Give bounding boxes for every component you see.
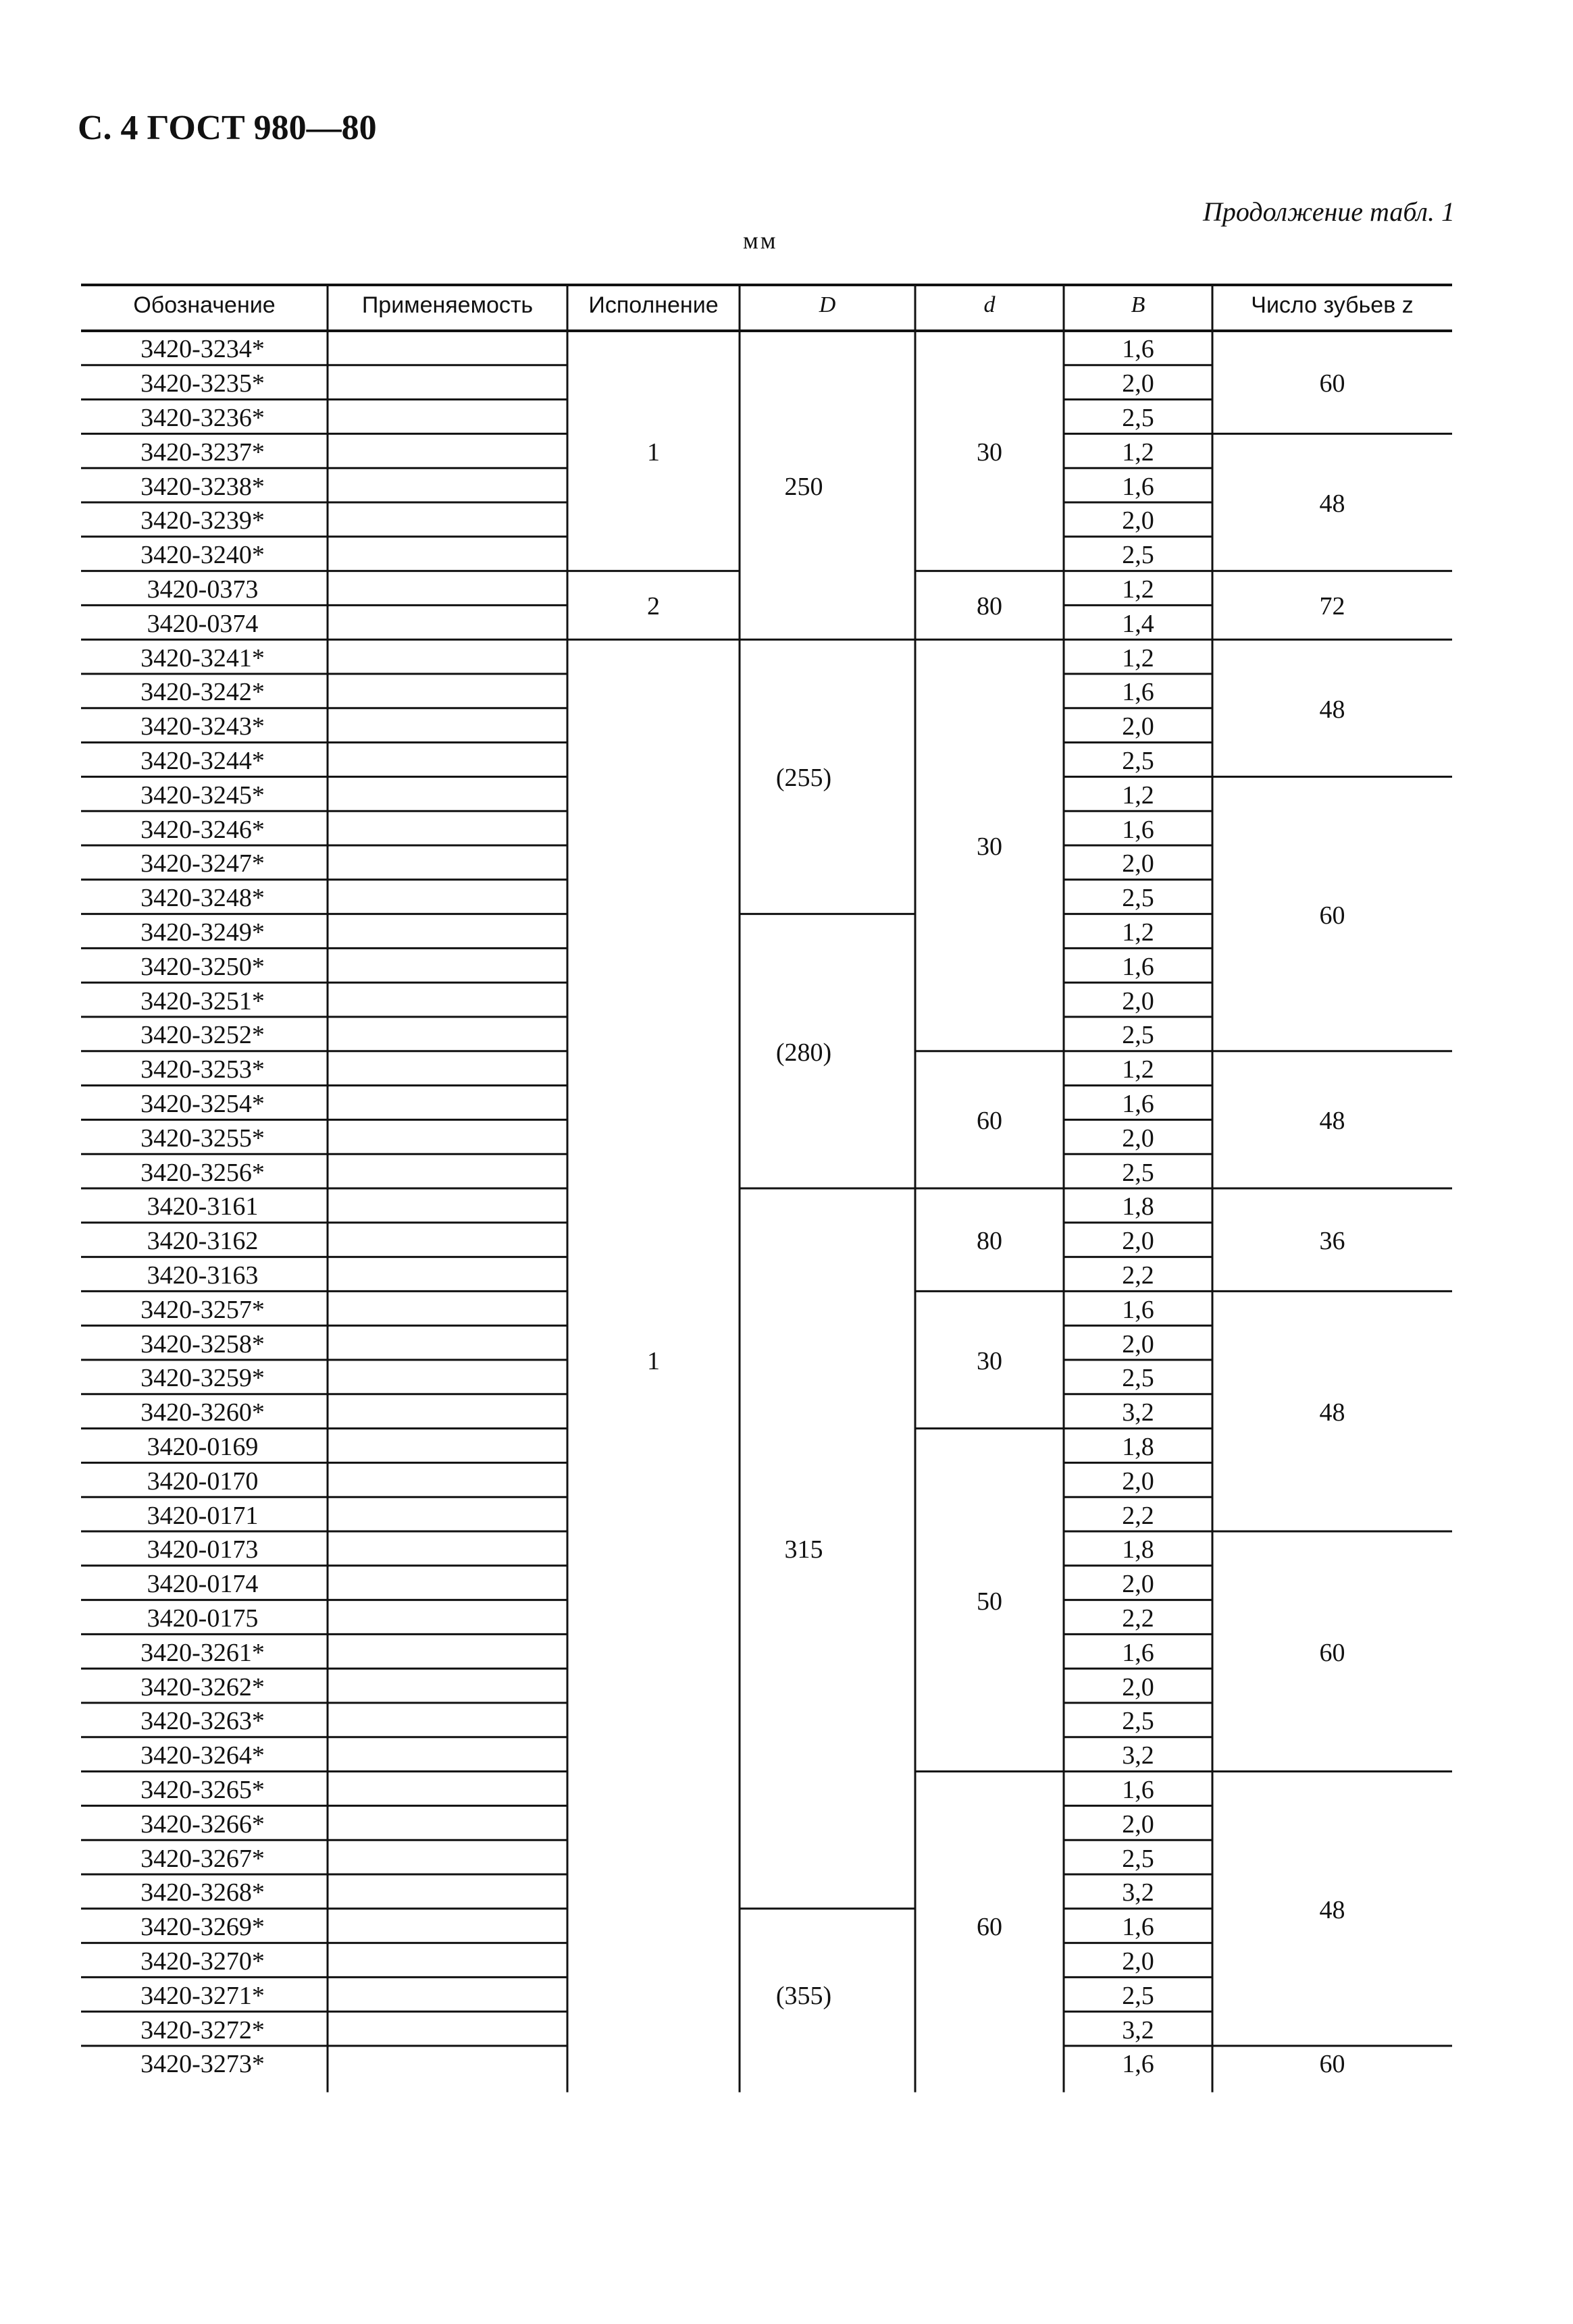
designation-cell: 3420-3265* (140, 1776, 265, 1804)
designation-cell: 3420-3243* (140, 712, 265, 741)
B-cell: 2,5 (1122, 1981, 1154, 2010)
d-cell: 50 (977, 1587, 1002, 1616)
D-cell: (280) (775, 1038, 832, 1067)
B-cell: 1,6 (1122, 678, 1154, 707)
B-cell: 1,8 (1122, 1433, 1154, 1461)
designation-cell: 3420-3239* (140, 506, 265, 535)
header-d: d (983, 292, 996, 317)
d-cell: 80 (977, 1227, 1002, 1256)
B-cell: 2,0 (1122, 1672, 1154, 1701)
B-cell: 1,6 (1122, 1776, 1154, 1804)
designation-cell: 3420-3262* (140, 1672, 265, 1701)
designation-cell: 3420-3235* (140, 369, 265, 398)
B-cell: 2,0 (1122, 1227, 1154, 1256)
B-cell: 1,6 (1122, 1090, 1154, 1118)
designation-cell: 3420-0173 (147, 1535, 259, 1564)
designation-cell: 3420-3250* (140, 952, 265, 981)
D-cell: 315 (784, 1535, 823, 1564)
designation-cell: 3420-3259* (140, 1364, 265, 1393)
B-cell: 1,2 (1122, 643, 1154, 672)
designation-cell: 3420-0373 (147, 575, 259, 604)
teeth-count-cell: 48 (1319, 1107, 1345, 1136)
D-cell: (355) (775, 1981, 832, 2010)
designation-cell: 3420-3161 (147, 1192, 259, 1221)
B-cell: 2,5 (1122, 541, 1154, 570)
B-cell: 1,6 (1122, 1638, 1154, 1667)
B-cell: 2,5 (1122, 1364, 1154, 1393)
designation-cell: 3420-3270* (140, 1947, 265, 1976)
d-cell: 80 (977, 592, 1002, 621)
B-cell: 1,6 (1122, 952, 1154, 981)
B-cell: 2,2 (1122, 1501, 1154, 1530)
B-cell: 1,6 (1122, 2050, 1154, 2079)
designation-cell: 3420-3260* (140, 1398, 265, 1427)
B-cell: 2,0 (1122, 506, 1154, 535)
designation-cell: 3420-3257* (140, 1295, 265, 1324)
designation-cell: 3420-3246* (140, 815, 265, 844)
B-cell: 1,4 (1122, 609, 1154, 638)
designation-cell: 3420-3240* (140, 541, 265, 570)
designation-cell: 3420-3267* (140, 1844, 265, 1873)
B-cell: 2,0 (1122, 986, 1154, 1015)
designation-cell: 3420-3242* (140, 678, 265, 707)
designation-cell: 3420-3237* (140, 438, 265, 467)
B-cell: 1,2 (1122, 1055, 1154, 1084)
version-cell: 2 (647, 592, 660, 621)
B-cell: 2,0 (1122, 369, 1154, 398)
designation-cell: 3420-3258* (140, 1329, 265, 1358)
teeth-count-cell: 48 (1319, 490, 1345, 518)
B-cell: 2,0 (1122, 849, 1154, 878)
header-designation: Обозначение (133, 292, 276, 318)
teeth-count-cell: 72 (1319, 592, 1345, 621)
B-cell: 2,0 (1122, 1570, 1154, 1599)
designation-cell: 3420-3248* (140, 884, 265, 913)
d-cell: 30 (977, 438, 1002, 467)
B-cell: 3,2 (1122, 1398, 1154, 1427)
B-cell: 1,6 (1122, 1295, 1154, 1324)
B-cell: 1,6 (1122, 1913, 1154, 1942)
D-cell: (255) (775, 764, 832, 793)
units-label: мм (743, 227, 778, 254)
header-D: D (819, 292, 836, 317)
designation-cell: 3420-3271* (140, 1981, 265, 2010)
designation-cell: 3420-0170 (147, 1467, 259, 1496)
B-cell: 2,0 (1122, 712, 1154, 741)
B-cell: 2,2 (1122, 1261, 1154, 1290)
B-cell: 2,5 (1122, 404, 1154, 432)
table-continuation-label: Продолжение табл. 1 (1202, 196, 1455, 227)
header-teeth-count: Число зубьев z (1251, 292, 1414, 318)
designation-cell: 3420-0374 (147, 609, 259, 638)
B-cell: 2,0 (1122, 1467, 1154, 1496)
designation-cell: 3420-3249* (140, 918, 265, 947)
B-cell: 1,6 (1122, 335, 1154, 364)
B-cell: 3,2 (1122, 2015, 1154, 2044)
B-cell: 1,2 (1122, 438, 1154, 467)
teeth-count-cell: 60 (1319, 901, 1345, 930)
designation-cell: 3420-3241* (140, 643, 265, 672)
designation-cell: 3420-3245* (140, 781, 265, 810)
designation-cell: 3420-3252* (140, 1021, 265, 1050)
teeth-count-cell: 36 (1319, 1227, 1345, 1256)
D-cell: 250 (784, 472, 823, 501)
teeth-count-cell: 48 (1319, 1895, 1345, 1924)
d-cell: 60 (977, 1107, 1002, 1136)
B-cell: 2,5 (1122, 1021, 1154, 1050)
designation-cell: 3420-3236* (140, 404, 265, 432)
designation-cell: 3420-3162 (147, 1227, 259, 1256)
designation-cell: 3420-3266* (140, 1810, 265, 1839)
B-cell: 2,5 (1122, 1844, 1154, 1873)
version-cell: 1 (647, 438, 660, 467)
teeth-count-cell: 60 (1319, 1638, 1345, 1667)
B-cell: 3,2 (1122, 1741, 1154, 1770)
B-cell: 2,5 (1122, 747, 1154, 775)
version-cell: 1 (647, 1347, 660, 1375)
B-cell: 1,6 (1122, 815, 1154, 844)
designation-cell: 3420-3272* (140, 2015, 265, 2044)
designation-cell: 3420-0171 (147, 1501, 259, 1530)
teeth-count-cell: 48 (1319, 695, 1345, 724)
B-cell: 2,0 (1122, 1947, 1154, 1976)
designation-cell: 3420-3238* (140, 472, 265, 501)
B-cell: 1,8 (1122, 1535, 1154, 1564)
B-cell: 1,6 (1122, 472, 1154, 501)
header-version: Исполнение (588, 292, 719, 318)
designation-cell: 3420-3269* (140, 1913, 265, 1942)
teeth-count-cell: 60 (1319, 369, 1345, 398)
B-cell: 3,2 (1122, 1878, 1154, 1907)
page-header: С. 4 ГОСТ 980—80 (78, 109, 377, 147)
teeth-count-cell: 48 (1319, 1398, 1345, 1427)
B-cell: 2,0 (1122, 1810, 1154, 1839)
d-cell: 60 (977, 1913, 1002, 1942)
designation-cell: 3420-3261* (140, 1638, 265, 1667)
B-cell: 2,5 (1122, 1707, 1154, 1736)
designation-cell: 3420-3254* (140, 1090, 265, 1118)
d-cell: 30 (977, 1347, 1002, 1375)
d-cell: 30 (977, 833, 1002, 861)
designation-cell: 3420-3247* (140, 849, 265, 878)
B-cell: 1,2 (1122, 918, 1154, 947)
designation-cell: 3420-3256* (140, 1158, 265, 1187)
B-cell: 1,2 (1122, 575, 1154, 604)
designation-cell: 3420-3234* (140, 335, 265, 364)
designation-cell: 3420-3268* (140, 1878, 265, 1907)
designation-cell: 3420-3163 (147, 1261, 259, 1290)
header-B: B (1131, 292, 1145, 317)
designation-cell: 3420-0175 (147, 1604, 259, 1633)
B-cell: 2,0 (1122, 1124, 1154, 1153)
B-cell: 2,2 (1122, 1604, 1154, 1633)
designation-cell: 3420-3251* (140, 986, 265, 1015)
designation-cell: 3420-3255* (140, 1124, 265, 1153)
designation-cell: 3420-0174 (147, 1570, 259, 1599)
designation-cell: 3420-3244* (140, 747, 265, 775)
B-cell: 2,5 (1122, 884, 1154, 913)
header-applicability: Применяемость (361, 292, 534, 318)
designation-cell: 3420-3264* (140, 1741, 265, 1770)
designation-cell: 3420-3263* (140, 1707, 265, 1736)
designation-cell: 3420-0169 (147, 1433, 259, 1461)
designation-cell: 3420-3253* (140, 1055, 265, 1084)
B-cell: 1,8 (1122, 1192, 1154, 1221)
B-cell: 2,5 (1122, 1158, 1154, 1187)
designation-cell: 3420-3273* (140, 2050, 265, 2079)
B-cell: 2,0 (1122, 1329, 1154, 1358)
teeth-count-cell: 60 (1319, 2050, 1345, 2079)
B-cell: 1,2 (1122, 781, 1154, 810)
